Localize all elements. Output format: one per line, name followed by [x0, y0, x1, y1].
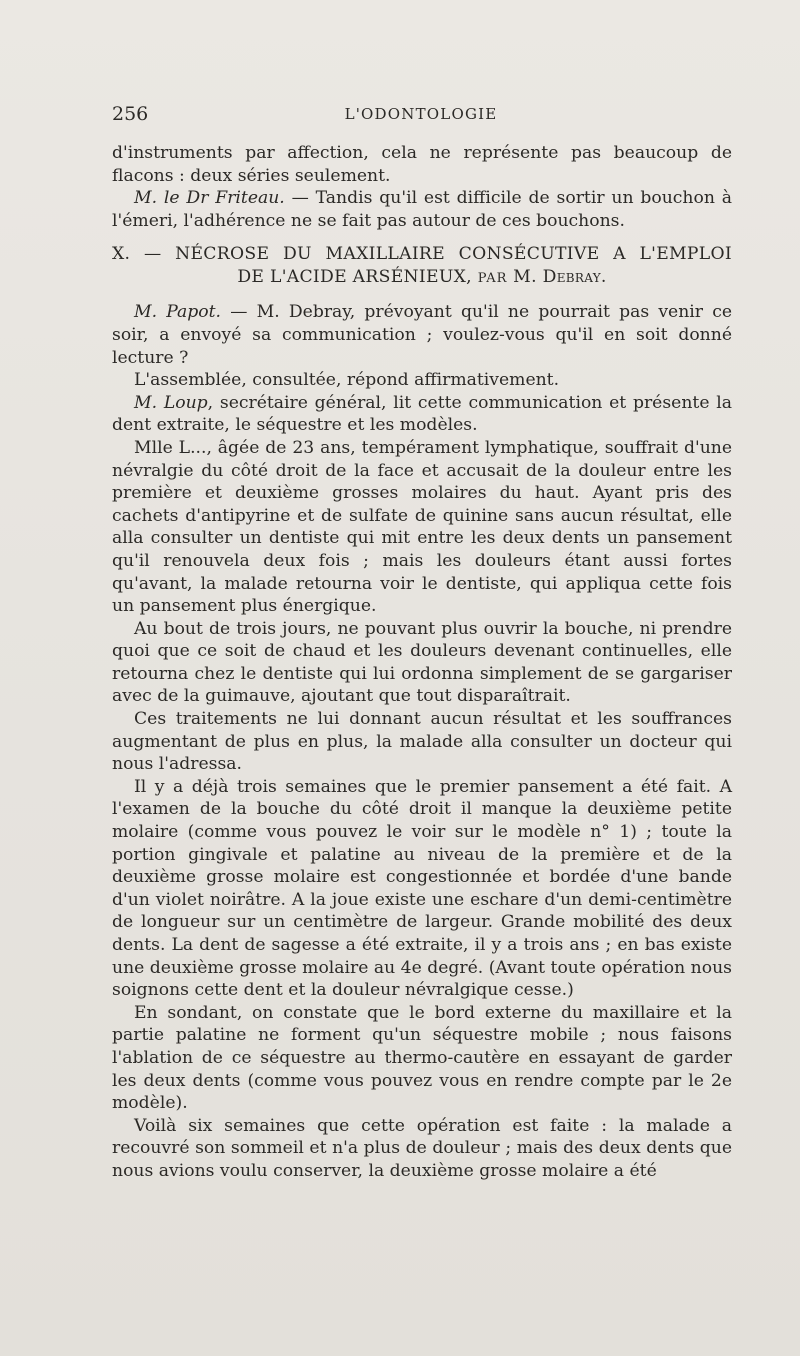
paragraph-assemblee: L'assemblée, consultée, répond affirmativement. — [134, 370, 560, 391]
section-title-part-b: M. — [507, 267, 543, 288]
section-title-author: Debray — [542, 267, 601, 288]
paragraph-six-weeks: Voilà six semaines que cette opération est faite : la malade a recouvré son sommeil et n'a plus de douleur ; mais des deux dents que nous avions voulu conserver, la deuxième grosse molaire a été — [112, 1115, 732, 1181]
section-title-par: PAR — [477, 271, 508, 287]
section-title-part-a: DE L'ACIDE ARSÉNIEUX, — [237, 267, 478, 288]
section-title-end: . — [600, 267, 607, 288]
papot-text: — M. Debray, prévoyant qu'il ne pourrait pas venir ce soir, a envoyé sa communication ; voulez-vous qu'il en soit donné lecture ? — [112, 302, 732, 368]
page-number: 256 — [112, 103, 149, 125]
speaker-friteau: M. le Dr Friteau. — [134, 188, 285, 209]
section-title-line-1: X. — NÉCROSE DU MAXILLAIRE CONSÉCUTIVE A L'EMPLOI — [112, 244, 732, 265]
speaker-papot: M. Papot. — [134, 302, 222, 323]
paragraph-1: d'instruments par affection, cela ne représente pas beaucoup de flacons : deux séries seulement. — [112, 143, 732, 186]
paragraph-case-history: Mlle L..., âgée de 23 ans, tempérament lymphatique, souffrait d'une névralgie du côté droit de la face et accusait de la douleur entre les première et deuxième grosses molaires du haut. Ayant pris des cachets d'antipyrine et de sulfate de quinine sans aucun résultat, elle alla consulter un dentiste qui mit entre les deux dents un pansement qu'il renouvela deux fois ; mais les douleurs étant aussi fortes qu'avant, la malade retourna voir le dentiste, qui appliqua cette fois un pansement plus énergique. — [112, 437, 732, 617]
running-title: L'ODONTOLOGIE — [344, 105, 498, 123]
page-header — [112, 103, 730, 131]
section-title-line-2 — [112, 266, 732, 290]
paragraph-friteau — [112, 187, 732, 232]
paragraph-three-days: Au bout de trois jours, ne pouvant plus ouvrir la bouche, ni prendre quoi que ce soit de chaud et les douleurs devenant continuelles, elle retourna chez le dentiste qui lui ordonna simplement de se gargariser avec de la guimauve, ajoutant que tout disparaîtrait. — [112, 618, 732, 707]
speaker-loup: M. Loup — [134, 392, 208, 413]
section-title — [112, 243, 732, 290]
paragraph-examination: Il y a déjà trois semaines que le premier pansement a été fait. A l'examen de la bouche du côté droit il manque la deuxième petite molaire (comme vous pouvez le voir sur le modèle n° 1) ; toute la portion gingivale et palatine au niveau de la première et de la deuxième grosse molaire est congestionnée et bordée d'une bande d'un violet noirâtre. A la joue existe une eschare d'un demi-centimètre de longueur sur un centimètre de largeur. Grande mobilité des deux dents. La dent de sagesse a été extraite, il y a trois ans ; en bas existe une deuxième grosse molaire au 4e degré. (Avant toute opération nous soignons cette dent et la douleur névralgique cesse.) — [112, 776, 732, 1001]
loup-text: , secrétaire général, lit cette communication et présente la dent extraite, le séquestre et les modèles. — [112, 392, 732, 436]
paragraph-treatments: Ces traitements ne lui donnant aucun résultat et les souffrances augmentant de plus en plus, la malade alla consulter un docteur qui nous l'adressa. — [112, 709, 732, 775]
paragraph-loup — [112, 392, 732, 437]
paragraph-sounding: En sondant, on constate que le bord externe du maxillaire et la partie palatine ne forment qu'un séquestre mobile ; nous faisons l'ablation de ce séquestre au thermo-cautère en essayant de garder les deux dents (comme vous pouvez vous en rendre compte par le 2e modèle). — [112, 1002, 732, 1114]
friteau-text: — Tandis qu'il est difficile de sortir un bouchon à l'émeri, l'adhérence ne se fait pas autour de ces bouchons. — [112, 188, 732, 231]
body-text — [112, 142, 732, 1183]
paragraph-papot — [112, 301, 732, 369]
